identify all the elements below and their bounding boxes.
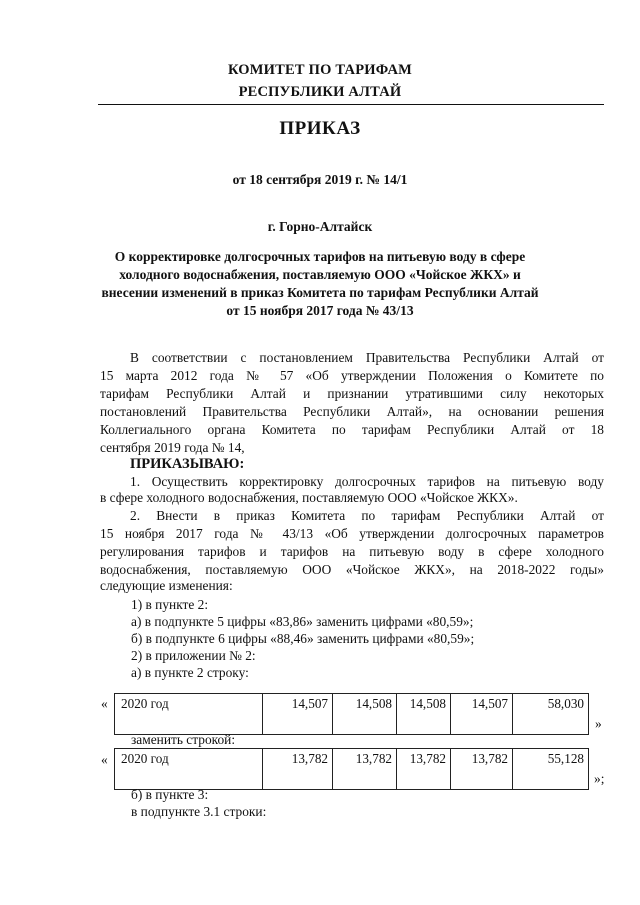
close-quote-1: » [595, 716, 602, 731]
subitem-1b: б) в подпункте 6 цифры «88,46» заменить цифрами «80,59»; [131, 631, 475, 646]
subject-line-2: холодного водоснабжения, поставляемую ООО «Чойское ЖКХ» и [119, 267, 521, 282]
subject-line-4: от 15 ноября 2017 года № 43/13 [226, 303, 414, 318]
preamble-line-5: Коллегиального органа Комитета по тарифам Республики Алтай от 18 [100, 422, 604, 437]
org-name-line2: РЕСПУБЛИКИ АЛТАЙ [238, 84, 402, 100]
doc-date-number: от 18 сентября 2019 г. № 14/1 [232, 172, 408, 187]
table-cell-total: 55,128 [513, 749, 589, 790]
table-row [115, 749, 589, 790]
item2-line-2: 15 ноября 2017 года № 43/13 «Об утверждении долгосрочных параметров [100, 526, 604, 541]
preamble-line-4: постановлений Правительства Республики Алтай», на основании решения [100, 404, 604, 419]
table-cell-total: 58,030 [513, 694, 589, 735]
subitem-2b-line: в подпункте 3.1 строки: [131, 804, 267, 819]
table-cell-value: 13,782 [263, 749, 333, 790]
subject-line-3: внесении изменений в приказ Комитета по тарифам Республики Алтай [101, 285, 539, 300]
open-quote-1: « [101, 696, 108, 711]
preamble-line-1: В соответствии с постановлением Правительства Республики Алтай от [130, 350, 604, 365]
subitem-1: 1) в пункте 2: [131, 597, 209, 612]
item1-line-1: 1. Осуществить корректировку долгосрочных тарифов на питьевую воду [130, 474, 604, 489]
tariff-table-new [114, 748, 589, 790]
table-cell-year: 2020 год [115, 749, 263, 790]
doc-type-title: ПРИКАЗ [279, 118, 361, 139]
preamble-line-3: тарифам Республики Алтай и признании утратившими силу некоторых [100, 386, 604, 401]
item2-line-1: 2. Внести в приказ Комитета по тарифам Республики Алтай от [130, 508, 604, 523]
preamble-line-6: сентября 2019 года № 14, [100, 440, 245, 455]
open-quote-2: « [101, 752, 108, 767]
close-quote-2: »; [594, 771, 605, 786]
header-rule [98, 104, 604, 105]
table-cell-year: 2020 год [115, 694, 263, 735]
order-word: ПРИКАЗЫВАЮ: [130, 456, 245, 472]
subitem-2b: б) в пункте 3: [131, 787, 209, 802]
item1-line-2: в сфере холодного водоснабжения, поставляемую ООО «Чойское ЖКХ». [100, 490, 518, 505]
org-name-line1: КОМИТЕТ ПО ТАРИФАМ [227, 62, 413, 78]
table-row [115, 694, 589, 735]
subitem-2a: а) в пункте 2 строку: [131, 665, 249, 680]
table-cell-value: 14,508 [333, 694, 397, 735]
table-cell-value: 13,782 [397, 749, 451, 790]
table-cell-value: 13,782 [333, 749, 397, 790]
subitem-1a: а) в подпункте 5 цифры «83,86» заменить цифрами «80,59»; [131, 614, 474, 629]
table-cell-value: 13,782 [451, 749, 513, 790]
subitem-2: 2) в приложении № 2: [131, 648, 256, 663]
preamble-line-2: 15 марта 2012 года № 57 «Об утверждении Положения о Комитете по [100, 368, 604, 383]
item2-line-4: водоснабжения, поставляемую ООО «Чойское ЖКХ», на 2018-2022 годы» [100, 562, 604, 577]
table-cell-value: 14,507 [451, 694, 513, 735]
tariff-table-old [114, 693, 589, 735]
table-cell-value: 14,507 [263, 694, 333, 735]
doc-city: г. Горно-Алтайск [267, 219, 373, 234]
item2-line-3: регулирования тарифов и тарифов на питьевую воду в сфере холодного [100, 544, 604, 559]
table-cell-value: 14,508 [397, 694, 451, 735]
item2-line-5: следующие изменения: [100, 578, 233, 593]
replace-with-label: заменить строкой: [131, 732, 236, 747]
subject-line-1: О корректировке долгосрочных тарифов на питьевую воду в сфере [114, 249, 526, 264]
